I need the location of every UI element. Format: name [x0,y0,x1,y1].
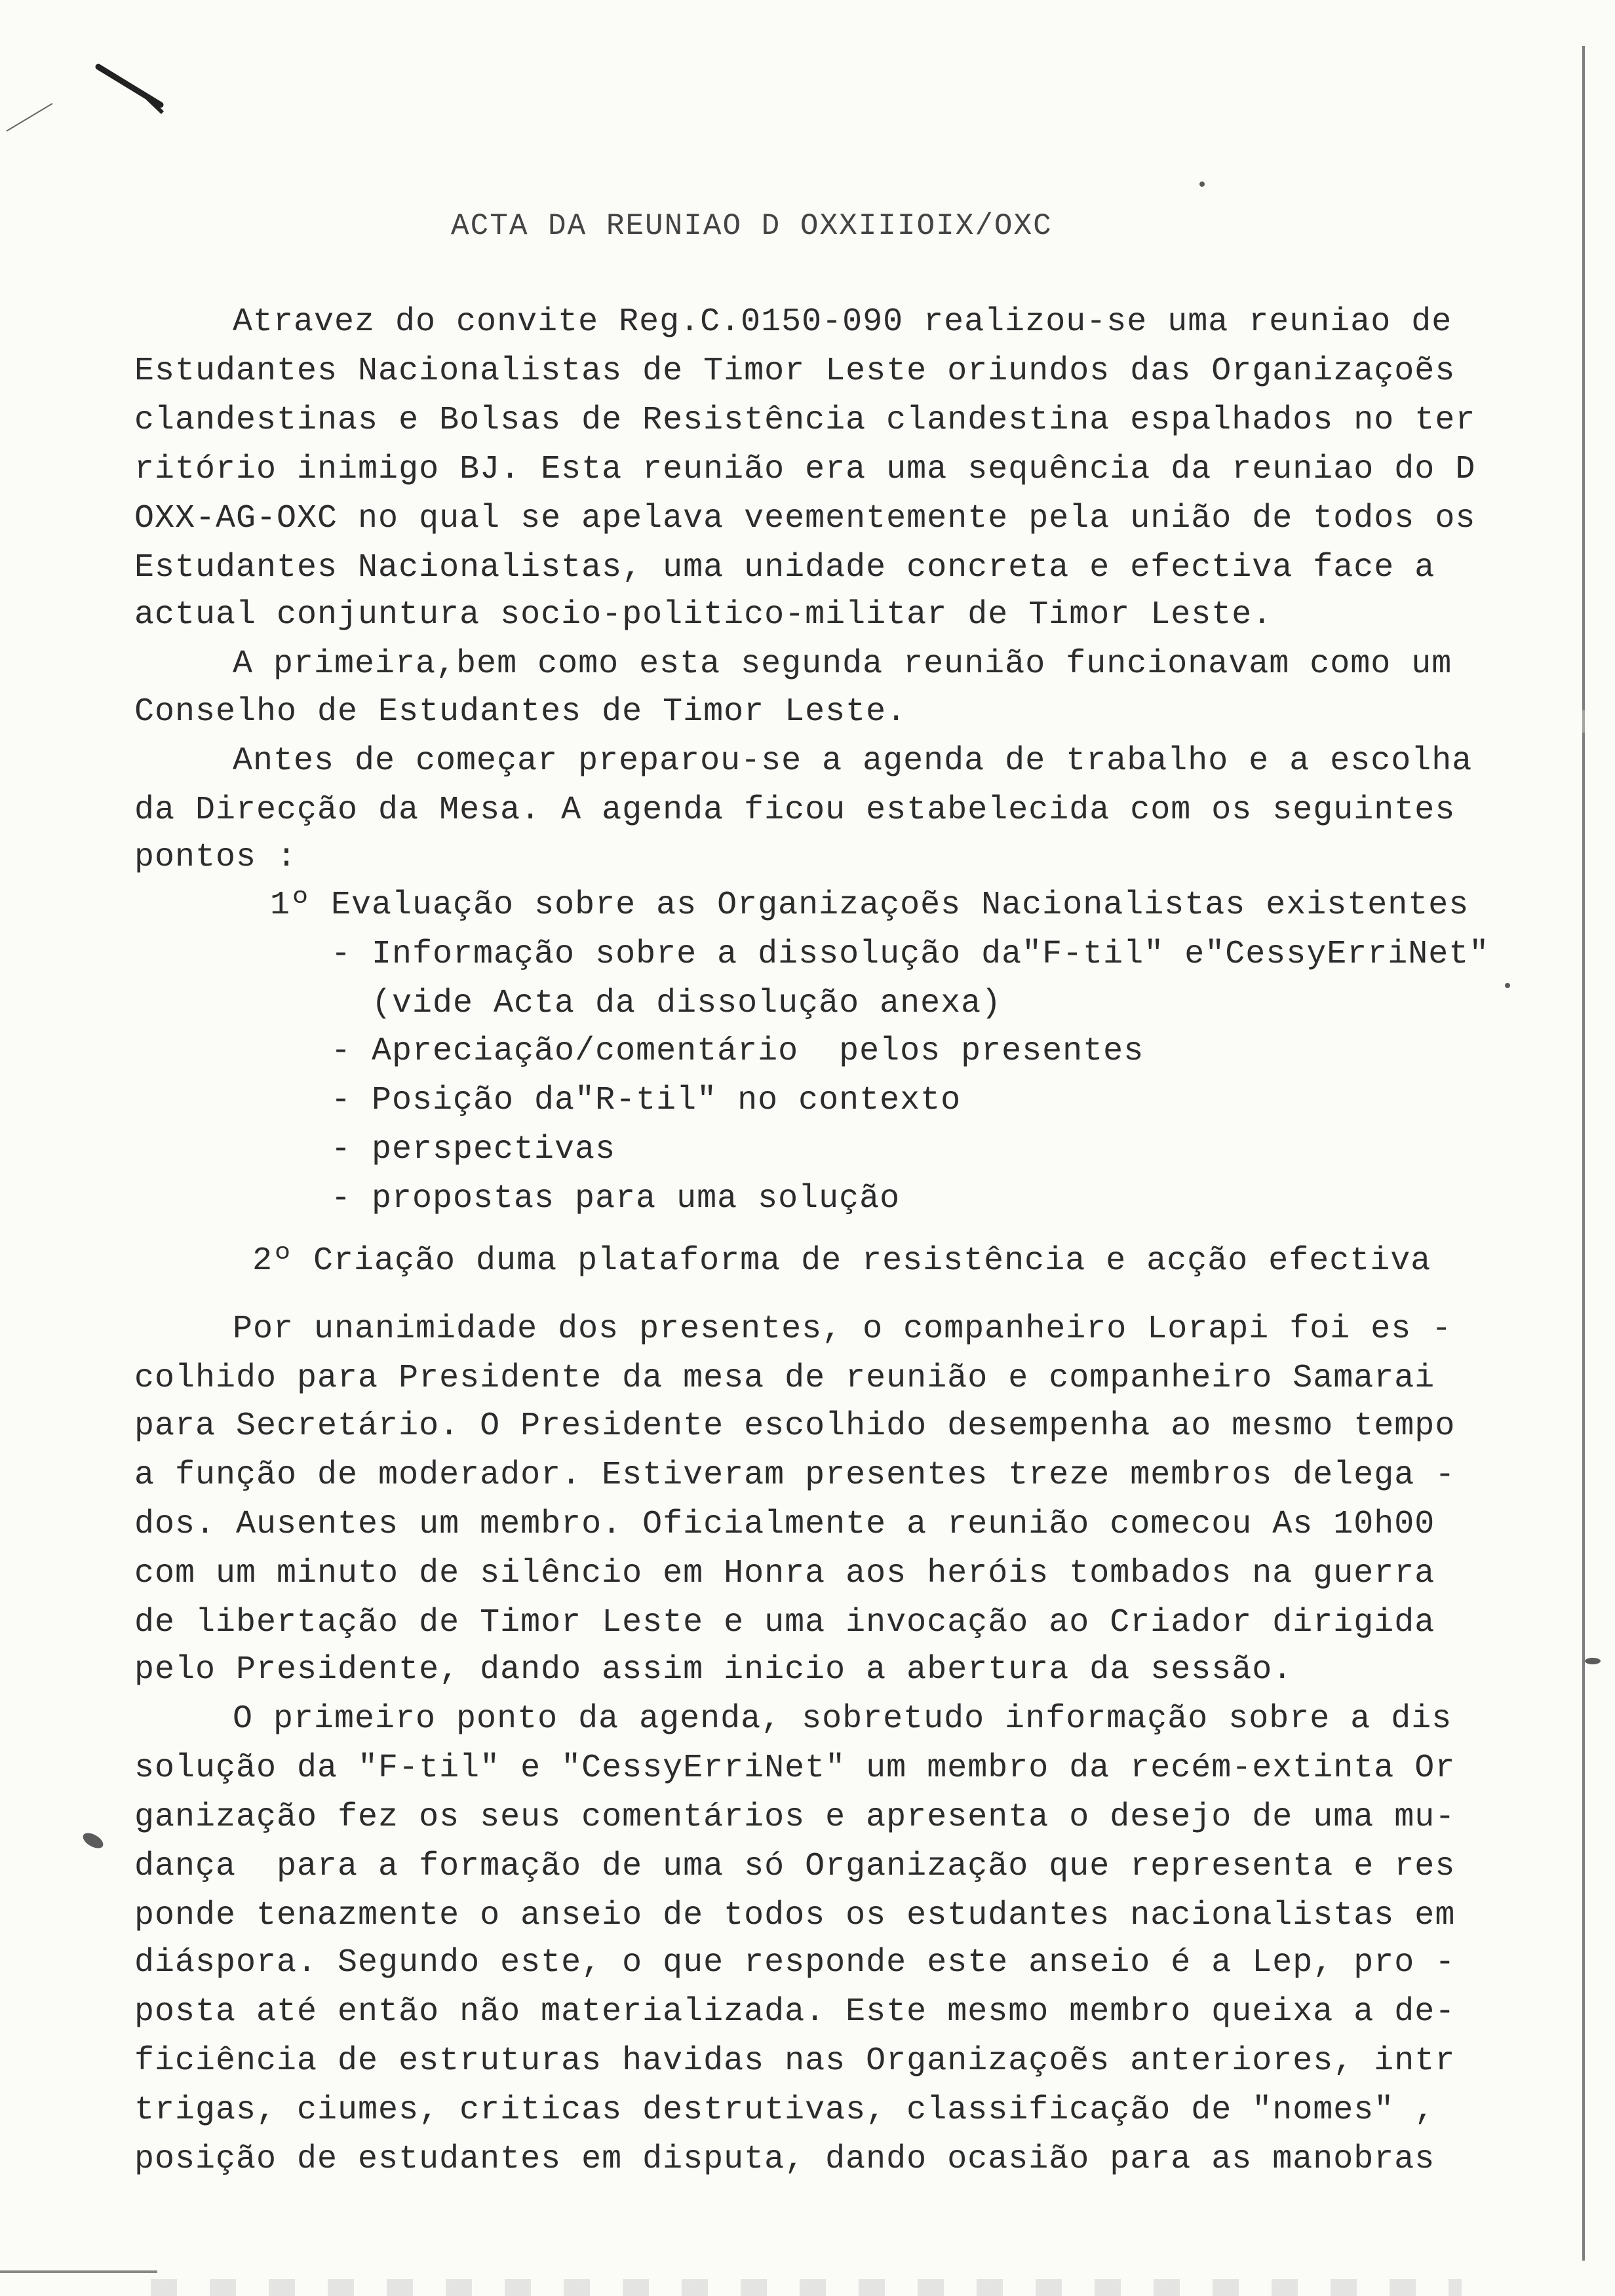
agenda-subitem-4: - perspectivas [331,1131,616,1168]
scan-speck-top [1199,182,1205,187]
body-line-29: trigas, ciumes, criticas destrutivas, classificação de "nomes" , [134,2092,1435,2129]
body-line-24: dança para a formação de uma só Organização que representa e res [134,1848,1456,1885]
body-line-15: para Secretário. O Presidente escolhido desempenha ao mesmo tempo [134,1407,1456,1445]
body-line-28: ficiência de estruturas havidas nas Organizaçoẽs anteriores, intr [134,2042,1456,2080]
body-line-12: pontos : [134,839,298,876]
scan-speck-left [81,1830,106,1852]
scan-mark-top-left [0,59,170,151]
body-line-22: solução da "F-til" e "CessyErriNet" um membro da recém-extinta Or [134,1750,1456,1787]
body-line-20: pelo Presidente, dando assim inicio a abertura da sessão. [134,1651,1293,1689]
body-line-9: Conselho de Estudantes de Timor Leste. [134,693,907,731]
agenda-subitem-5: - propostas para uma solução [331,1180,901,1217]
body-line-8: A primeira,bem como esta segunda reunião funcionavam como um [233,645,1452,683]
body-line-25: ponde tenazmente o anseio de todos os estudantes nacionalistas em [134,1897,1456,1934]
scan-bleed-through [151,2279,1462,2296]
body-line-19: de libertação de Timor Leste e uma invocação ao Criador dirigida [134,1604,1435,1641]
agenda-subitem-3: - Posição da"R-til" no contexto [331,1082,962,1119]
scan-speck-right-2 [1585,1658,1601,1664]
agenda-subitem-1: - Informação sobre a dissolução da"F-til" e"CessyErriNet" [331,936,1490,973]
body-line-3: clandestinas e Bolsas de Resistência clandestina espalhados no ter [134,402,1476,439]
body-line-26: diáspora. Segundo este, o que responde este anseio é a Lep, pro - [134,1944,1456,1981]
agenda-subitem-1-note: (vide Acta da dissolução anexa) [372,985,1002,1022]
scan-speck-right-1 [1505,983,1510,988]
scan-edge-right [1582,46,1585,2261]
body-line-23: ganização fez os seus comentários e apresenta o desejo de uma mu- [134,1799,1456,1836]
body-line-30: posição de estudantes em disputa, dando ocasião para as manobras [134,2141,1435,2178]
body-line-6: Estudantes Nacionalistas, uma unidade concreta e efectiva face a [134,549,1435,586]
body-line-27: posta até então não materializada. Este mesmo membro queixa a de- [134,1993,1456,2031]
body-line-10: Antes de começar preparou-se a agenda de trabalho e a escolha [233,742,1473,780]
body-line-5: OXX-AG-OXC no qual se apelava veementemente pela união de todos os [134,500,1476,537]
agenda-item-2: 2º Criação duma plataforma de resistência e acção efectiva [252,1242,1431,1280]
body-line-2: Estudantes Nacionalistas de Timor Leste oriundos das Organizaçoẽs [134,353,1456,390]
body-line-7: actual conjuntura socio-politico-militar de Timor Leste. [134,596,1273,634]
body-line-4: ritório inimigo BJ. Esta reunião era uma sequência da reuniao do D [134,451,1476,488]
body-line-17: dos. Ausentes um membro. Oficialmente a reunião comecou As 10h00 [134,1506,1435,1543]
agenda-subitem-2: - Apreciação/comentário pelos presentes [331,1033,1144,1070]
body-line-13: Por unanimidade dos presentes, o companheiro Lorapi foi es - [233,1311,1452,1348]
agenda-item-1: 1º Evaluação sobre as Organizaçoẽs Nacionalistas existentes [270,887,1469,924]
body-line-21: O primeiro ponto da agenda, sobretudo informação sobre a dis [233,1700,1452,1738]
document-title: ACTA DA REUNIAO D OXXIIIOIX/OXC [451,209,1053,243]
body-line-1: Atravez do convite Reg.C.0150-090 realizou-se uma reuniao de [233,303,1452,341]
body-line-16: a função de moderador. Estiveram presentes treze membros delega - [134,1457,1456,1494]
body-line-18: com um minuto de silêncio em Honra aos heróis tombados na guerra [134,1555,1435,1592]
body-line-11: da Direcção da Mesa. A agenda ficou estabelecida com os seguintes [134,792,1456,829]
scan-edge-bottom-left [0,2270,157,2273]
body-line-14: colhido para Presidente da mesa de reunião e companheiro Samarai [134,1360,1435,1397]
